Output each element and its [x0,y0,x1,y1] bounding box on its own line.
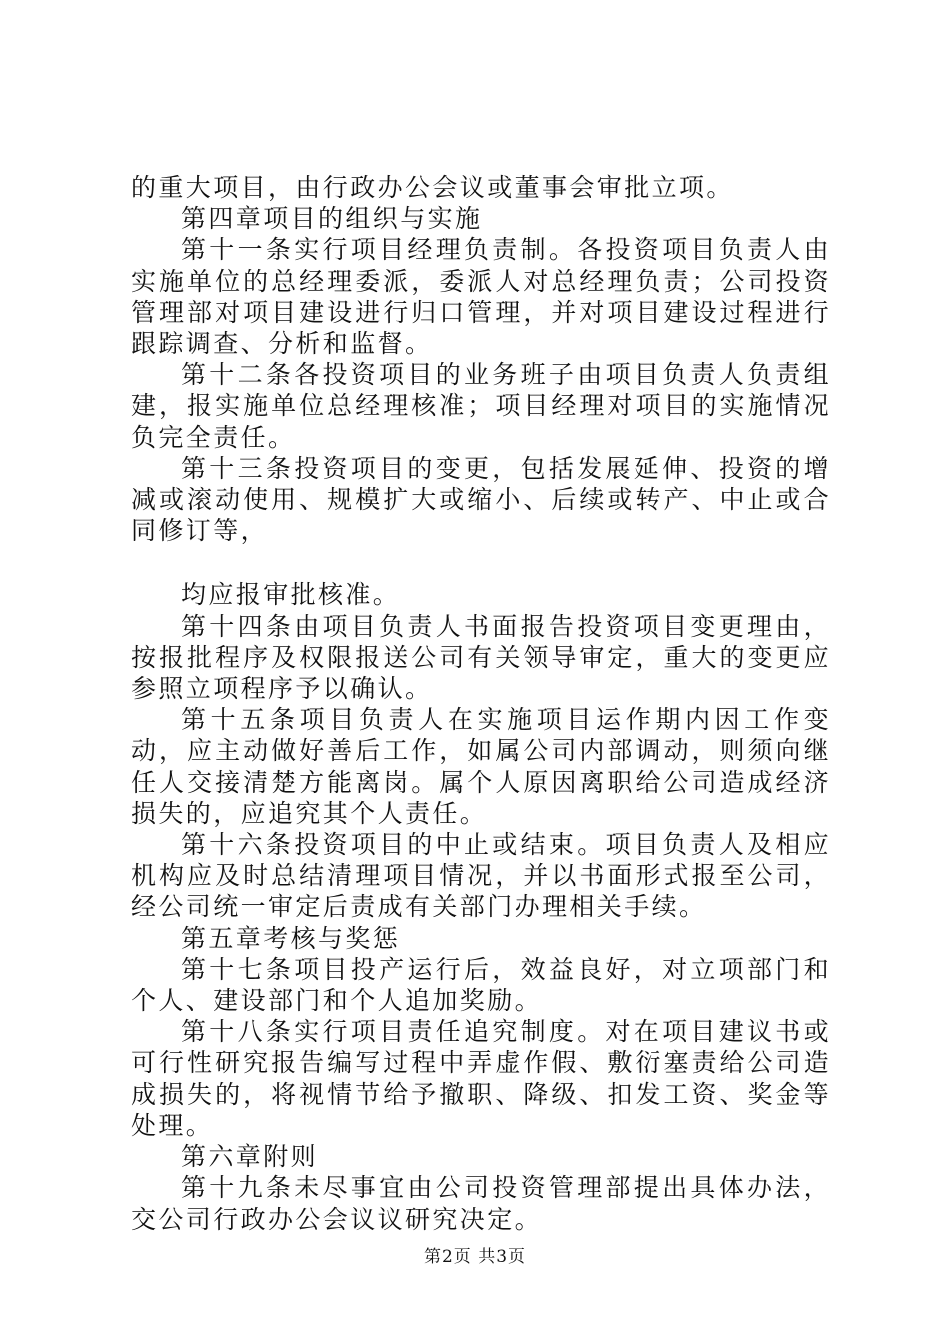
article-18: 第十八条实行项目责任追究制度。对在项目建议书或可行性研究报告编写过程中弄虚作假、敷衍塞责给公司造成损失的，将视情节给予撤职、降级、扣发工资、奖金等处理。 [131,1017,831,1140]
page-number-footer: 第2页 共3页 [423,1247,527,1267]
paragraph-continuation: 的重大项目，由行政办公会议或董事会审批立项。 [131,173,734,202]
article-12: 第十二条各投资项目的业务班子由项目负责人负责组建，报实施单位总经理核准；项目经理对项目的实施情况负完全责任。 [131,360,831,452]
article-14: 第十四条由项目负责人书面报告投资项目变更理由，按报批程序及权限报送公司有关领导审定，重大的变更应参照立项程序予以确认。 [131,611,831,704]
article-16: 第十六条投资项目的中止或结束。项目负责人及相应机构应及时总结清理项目情况，并以书面形式报至公司，经公司统一审定后责成有关部门办理相关手续。 [131,830,831,922]
document-body [131,172,831,1235]
chapter-heading-5: 第五章考核与奖惩 [181,923,401,953]
article-11: 第十一条实行项目经理负责制。各投资项目负责人由实施单位的总经理委派，委派人对总经理负责；公司投资管理部对项目建设进行归口管理，并对项目建设过程进行跟踪调查、分析和监督。 [131,235,831,359]
article-15: 第十五条项目负责人在实施项目运作期内因工作变动，应主动做好善后工作，如属公司内部调动，则须向继任人交接清楚方能离岗。属个人原因离职给公司造成经济损失的，应追究其个人责任。 [131,705,831,828]
article-19: 第十九条未尽事宜由公司投资管理部提出具体办法，交公司行政办公会议议研究决定。 [131,1173,831,1234]
article-13-continuation: 均应报审批核准。 [181,580,401,610]
chapter-heading-6: 第六章附则 [181,1142,319,1172]
chapter-heading-4: 第四章项目的组织与实施 [181,204,483,234]
article-17: 第十七条项目投产运行后，效益良好，对立项部门和个人、建设部门和个人追加奖励。 [131,954,831,1016]
article-13: 第十三条投资项目的变更，包括发展延伸、投资的增减或滚动使用、规模扩大或缩小、后续或转产、中止或合同修订等， [131,453,831,546]
